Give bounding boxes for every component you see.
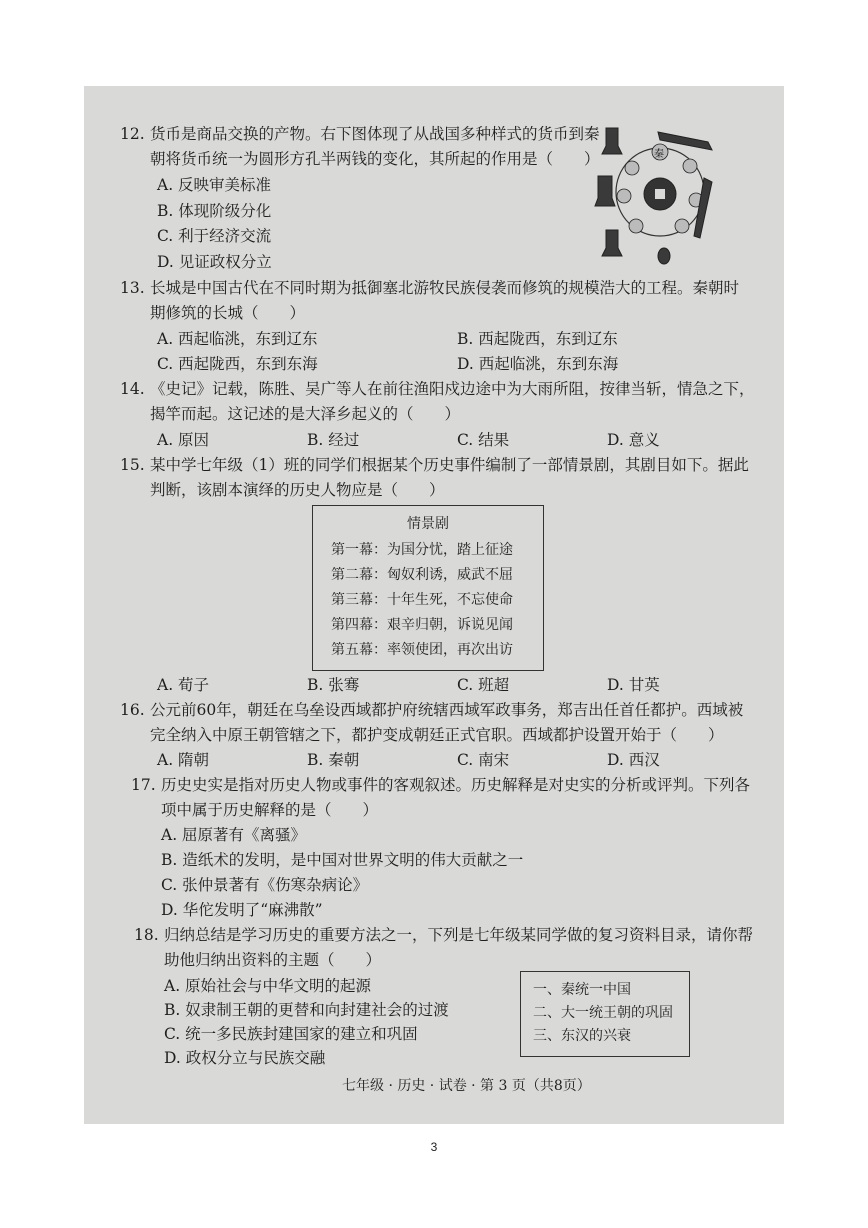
q17-option-b: B. 造纸术的发明，是中国对世界文明的伟大贡献之一	[161, 851, 524, 869]
outline-item-3: 三、东汉的兴衰	[533, 1028, 631, 1044]
q13-stem-line2: 期修筑的长城（ ）	[150, 304, 306, 322]
q16-option-c: C. 南宋	[457, 751, 510, 769]
play-act-5: 第五幕：率领使团，再次出访	[331, 642, 513, 658]
q15-option-c: C. 班超	[457, 676, 510, 694]
q13-option-d: D. 西起临洮，东到东海	[457, 355, 619, 373]
currency-unification-figure	[592, 118, 720, 266]
page-footer: 七年级 · 历史 · 试卷 · 第 3 页（共8页）	[342, 1078, 591, 1094]
q15-option-b: B. 张骞	[307, 676, 360, 694]
q15-option-d: D. 甘英	[607, 676, 660, 694]
page-number: 3	[430, 1140, 438, 1154]
q14-option-b: B. 经过	[307, 431, 360, 449]
q17-stem-line2: 项中属于历史解释的是（ ）	[161, 801, 379, 819]
q18-option-c: C. 统一多民族封建国家的建立和巩固	[164, 1025, 418, 1043]
q12-option-b: B. 体现阶级分化	[157, 202, 272, 220]
q16-option-b: B. 秦朝	[307, 751, 360, 769]
play-title: 情景剧	[407, 516, 449, 532]
q16-stem-line2: 完全纳入中原王朝管辖之下，都护变成朝廷正式官职。西域都护设置开始于（ ）	[150, 726, 724, 744]
q13-number: 13.	[120, 279, 145, 297]
play-act-1: 第一幕：为国分忧，踏上征途	[331, 542, 513, 558]
q13-option-c: C. 西起陇西，东到东海	[157, 355, 318, 373]
play-act-3: 第三幕：十年生死，不忘使命	[331, 592, 513, 608]
q12-number: 12.	[120, 125, 145, 143]
q12-stem-line2: 朝将货币统一为圆形方孔半两钱的变化，其所起的作用是（ ）	[150, 150, 600, 168]
q14-number: 14.	[120, 380, 145, 398]
figure-qin-label: 秦	[654, 149, 664, 160]
q14-option-c: C. 结果	[457, 431, 510, 449]
q16-option-d: D. 西汉	[607, 751, 660, 769]
q17-option-a: A. 屈原著有《离骚》	[161, 826, 307, 844]
q17-option-c: C. 张仲景著有《伤寒杂病论》	[161, 876, 369, 894]
q17-stem-line1: 历史史实是指对历史人物或事件的客观叙述。历史解释是对史实的分析或评判。下列各	[161, 776, 751, 794]
q18-option-a: A. 原始社会与中华文明的起源	[164, 977, 372, 995]
q13-option-a: A. 西起临洮，东到辽东	[157, 330, 318, 348]
q14-option-d: D. 意义	[607, 431, 660, 449]
q15-number: 15.	[120, 456, 145, 474]
q16-number: 16.	[120, 701, 145, 719]
q17-option-d: D. 华佗发明了“麻沸散”	[161, 901, 323, 919]
q18-option-d: D. 政权分立与民族交融	[164, 1049, 326, 1067]
review-outline-box	[520, 971, 690, 1057]
q15-stem-line1: 某中学七年级（1）班的同学们根据某个历史事件编制了一部情景剧，其剧目如下。据此	[150, 456, 749, 474]
q12-option-d: D. 见证政权分立	[157, 253, 272, 271]
q18-stem-line1: 归纳总结是学习历史的重要方法之一，下列是七年级某同学做的复习资料目录，请你帮	[164, 926, 754, 944]
outline-item-2: 二、大一统王朝的巩固	[533, 1005, 673, 1021]
q14-stem-line1: 《史记》记载，陈胜、吴广等人在前往渔阳戍边途中为大雨所阻，按律当斩，情急之下，	[150, 380, 755, 398]
outline-item-1: 一、秦统一中国	[533, 982, 631, 998]
q12-stem-line1: 货币是商品交换的产物。右下图体现了从战国多种样式的货币到秦	[150, 125, 600, 143]
q18-number: 18.	[134, 926, 159, 944]
q18-option-b: B. 奴隶制王朝的更替和向封建社会的过渡	[164, 1001, 449, 1019]
q13-option-b: B. 西起陇西，东到辽东	[457, 330, 618, 348]
q15-stem-line2: 判断，该剧本演绎的历史人物应是（ ）	[150, 481, 445, 499]
scenario-play-box	[312, 505, 544, 671]
q16-option-a: A. 隋朝	[157, 751, 210, 769]
play-act-2: 第二幕：匈奴利诱，威武不屈	[331, 567, 513, 583]
q15-option-a: A. 荀子	[157, 676, 210, 694]
q14-stem-line2: 揭竿而起。这记述的是大泽乡起义的（ ）	[150, 405, 461, 423]
q12-option-a: A. 反映审美标准	[157, 176, 272, 194]
q16-stem-line1: 公元前60年，朝廷在乌垒设西域都护府统辖西域军政事务，郑吉出任首任都护。西域被	[150, 701, 744, 719]
q13-stem-line1: 长城是中国古代在不同时期为抵御塞北游牧民族侵袭而修筑的规模浩大的工程。秦朝时	[150, 279, 740, 297]
q14-option-a: A. 原因	[157, 431, 210, 449]
q17-number: 17.	[131, 776, 156, 794]
q12-option-c: C. 利于经济交流	[157, 227, 272, 245]
q18-stem-line2: 助他归纳出资料的主题（ ）	[164, 951, 382, 969]
play-act-4: 第四幕：艰辛归朝，诉说见闻	[331, 617, 513, 633]
